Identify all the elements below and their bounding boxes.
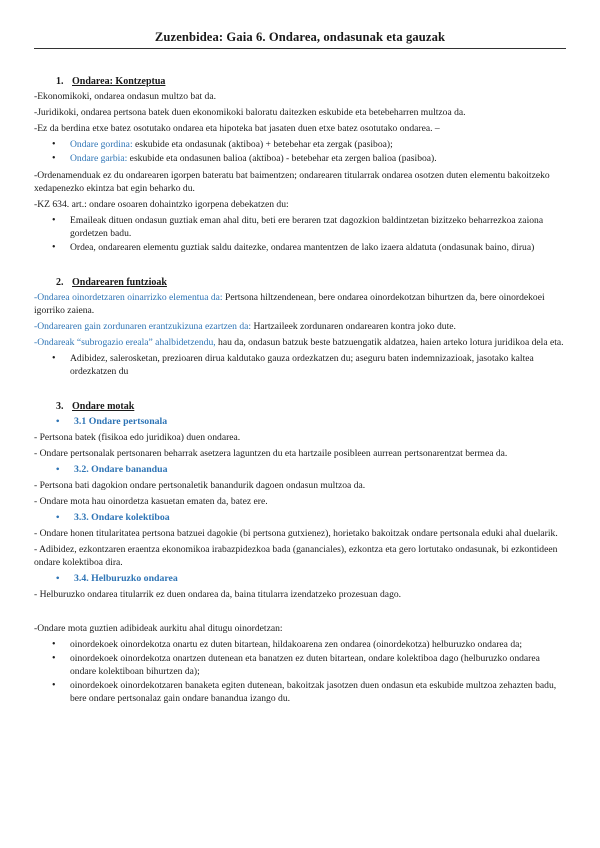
section-number: 2. [56,277,64,288]
section-3-heading [34,400,566,413]
section-title: Ondarea: Kontzeptua [72,76,166,87]
list-item: • oinordekoek oinordekotza onartu ez duten bitartean, hildakoarena zen ondarea (oinordekotza) helburuzko ondarea da; [34,638,566,651]
highlight: -Ondareak “subrogazio ereala” ahalbidetzendu, [34,337,216,348]
paragraph: - Ondare honen titularitatea pertsona batzuei dagokie (bi pertsona gutxienez), horietako bakoitzak ondare pertsonala eduki ahal duelarik. [34,528,558,539]
paragraph: -Ekonomikoki, ondarea ondasun multzo bat da. [34,91,216,102]
highlight: -Ondarearen gain zordunaren erantzukizuna ezartzen da: [34,321,252,332]
list-item: • Ordea, ondarearen elementu guztiak saldu daitezke, ondarea mantentzen de lako izaera aldatuta (ondasunak baino, dirua) [34,241,566,254]
subsection-heading: • 3.2. Ondare banandua [34,463,566,476]
paragraph: - Helburuzko ondarea titularrik ez duen ondarea da, baina titularra izendatzeko prozesuan dago. [34,589,402,600]
term: Ondare garbia: [70,153,128,164]
list-item: • oinordekoek oinordekotzaren banaketa egiten dutenean, bakoitzak jasotzen duen ondasun eta eskubide multzoa zehazten badu, bere ondare pertsonalaz gain ondare banandua izango du. [34,679,566,705]
term: Ondare gordina: [70,139,133,150]
list-item: • Emaileak dituen ondasun guztiak eman ahal ditu, beti ere beraren tzat dagozkion baldintzetan bizitzeko beharrezkoa zaiona gordetzen badu. [34,214,566,240]
section-number: 3. [56,401,64,412]
paragraph: -Ordenamenduak ez du ondarearen igorpen bateratu bat baimentzen; ondarearen titularrak ondarea osotzen duten elementu bakoitzeko xedapenezko ekintza bat egin beharko du. [34,170,550,194]
section-1-heading [34,75,566,88]
section-title: Ondare motak [72,401,135,412]
paragraph: - Ondare mota hau oinordetza kasuetan ematen da, batez ere. [34,496,268,507]
paragraph-text: hau da, ondasun batzuk beste batzuengatik aldatzea, haien arteko lotura juridikoa dela eta. [215,337,564,348]
bullet-list [34,138,566,165]
paragraph-text: Hartzaileek zordunaren ondarearen kontra joko dute. [251,321,456,332]
bullet-list [34,352,566,378]
definition: eskubide eta ondasunen balioa (aktiboa) - betebehar eta zergen balioa (pasiboa). [127,153,437,164]
section-2-heading [34,276,566,289]
section-number: 1. [56,76,64,87]
section-title: Ondarearen funtzioak [72,277,167,288]
paragraph: - Pertsona bati dagokion ondare pertsonaletik banandurik dagoen ondasun multzoa da. [34,480,366,491]
list-item: • oinordekoek oinordekotza onartzen dutenean eta banatzen ez duten bitartean, ondare kolektiboa dago (helburuzko ondarea ondare kolektiboan bihurtzen da); [34,652,566,678]
paragraph: -KZ 634. art.: ondare osoaren dohaintzko igorpena debekatzen du: [34,199,289,210]
bullet-list [34,638,566,705]
subsection-heading: • 3.4. Helburuzko ondarea [34,572,566,585]
highlight: -Ondarea oinordetzaren oinarrizko elementua da: [34,292,223,303]
paragraph: -Juridikoki, ondarea pertsona batek duen ekonomikoki baloratu daitezken eskubide eta betebeharren multzoa da. [34,107,466,118]
paragraph: - Pertsona batek (fisikoa edo juridikoa) duen ondarea. [34,432,241,443]
paragraph: -Ez da berdina etxe batez osotutako ondarea eta hipoteka bat jasaten duen etxe batez osotutako ondarea. – [34,123,440,134]
paragraph: - Adibidez, ezkontzaren eraentza ekonomikoa irabazpidezkoa bada (gananciales), ezkontza eta gero lortutako ondasunak, bi ezkontideen ondare kolektiboa dira. [34,544,558,568]
list-item [34,138,566,151]
paragraph [34,320,566,333]
list-item [34,152,566,165]
list-item: • Adibidez, salerosketan, prezioaren dirua kaldutako gauza ordezkatzen du; aseguru baten indemnizazioak, jasotako kaltea ordezkatzen du [34,352,566,378]
paragraph-text: Pertsona hiltzendenean, bere ondarea oinordekotzan bihurtzen da, bere oinordekoei igorriko zaiena. [34,292,545,316]
subsection-heading: • 3.3. Ondare kolektiboa [34,511,566,524]
subsection-heading: • 3.1 Ondare pertsonala [34,415,566,428]
paragraph: -Ondare mota guztien adibideak aurkitu ahal ditugu oinordetzan: [34,623,283,634]
paragraph: - Ondare pertsonalak pertsonaren beharrak asetzera laguntzen du eta hartzaile posibleen aurrean pertsonarentzat bermea da. [34,448,508,459]
definition: eskubide eta ondasunak (aktiboa) + betebehar eta zergak (pasiboa); [132,139,393,150]
paragraph [34,336,566,349]
page-title: Zuzenbidea: Gaia 6. Ondarea, ondasunak eta gauzak [34,30,566,49]
paragraph [34,291,566,317]
bullet-list [34,214,566,254]
